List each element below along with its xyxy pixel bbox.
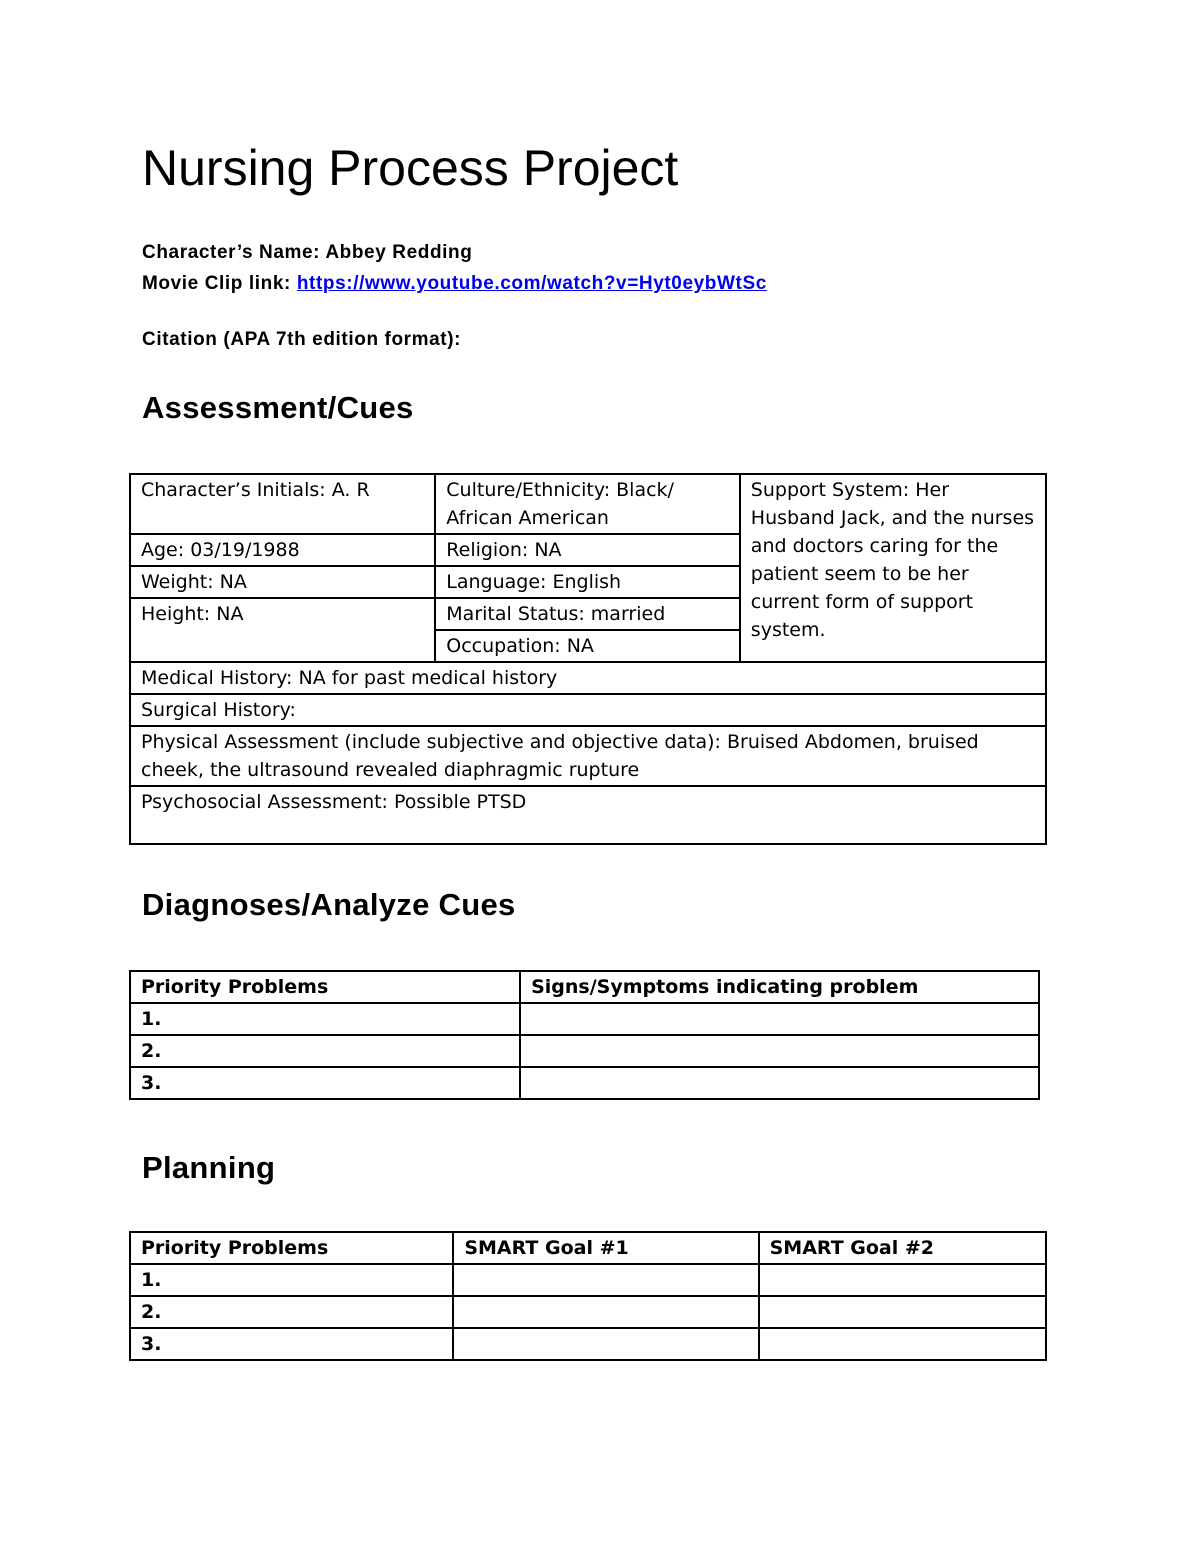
planning-header-goal-2: SMART Goal #2 (759, 1232, 1046, 1264)
character-name-line (142, 242, 472, 264)
initials-cell: Character’s Initials: A. R (130, 474, 435, 534)
language-cell: Language: English (435, 566, 740, 598)
table-cell (520, 1035, 1039, 1067)
surgical-history-cell: Surgical History: (130, 694, 1046, 726)
religion-cell: Religion: NA (435, 534, 740, 566)
culture-cell: Culture/Ethnicity: Black/ African American (435, 474, 740, 534)
character-name-label: Character’s Name: (142, 242, 321, 263)
movie-clip-link[interactable]: https://www.youtube.com/watch?v=Hyt0eybWtSc (296, 273, 767, 294)
psychosocial-assessment-cell: Psychosocial Assessment: Possible PTSD (130, 786, 1046, 844)
marital-status-cell: Marital Status: married (435, 598, 740, 630)
diagnoses-heading: Diagnoses/Analyze Cues (142, 887, 516, 922)
table-row: 2. (130, 1296, 453, 1328)
occupation-cell: Occupation: NA (435, 630, 740, 662)
assessment-table (129, 473, 1047, 845)
age-cell: Age: 03/19/1988 (130, 534, 435, 566)
diagnoses-header-priority: Priority Problems (130, 971, 520, 1003)
table-cell (759, 1264, 1046, 1296)
physical-assessment-cell: Physical Assessment (include subjective and objective data): Bruised Abdomen, bruised cheek, the ultrasound revealed diaphragmic rupture (130, 726, 1046, 786)
height-cell: Height: NA (130, 598, 435, 662)
planning-header-goal-1: SMART Goal #1 (453, 1232, 758, 1264)
table-cell (520, 1067, 1039, 1099)
table-row: 1. (130, 1003, 520, 1035)
diagnoses-table (129, 970, 1040, 1100)
support-system-cell: Support System: Her Husband Jack, and the nurses and doctors caring for the patient seem to be her current form of support system. (740, 474, 1046, 662)
assessment-heading: Assessment/Cues (142, 390, 414, 425)
table-cell (759, 1296, 1046, 1328)
table-cell (453, 1264, 758, 1296)
weight-cell: Weight: NA (130, 566, 435, 598)
table-row: 1. (130, 1264, 453, 1296)
table-cell (520, 1003, 1039, 1035)
citation-label: Citation (APA 7th edition format): (142, 329, 462, 350)
table-row: 3. (130, 1067, 520, 1099)
table-row: 3. (130, 1328, 453, 1360)
medical-history-cell: Medical History: NA for past medical history (130, 662, 1046, 694)
page-title: Nursing Process Project (142, 140, 679, 196)
table-cell (453, 1296, 758, 1328)
planning-header-priority: Priority Problems (130, 1232, 453, 1264)
character-name-value: Abbey Redding (325, 242, 473, 263)
planning-heading: Planning (142, 1150, 276, 1185)
planning-table (129, 1231, 1047, 1361)
table-cell (453, 1328, 758, 1360)
movie-clip-line (142, 273, 767, 295)
table-cell (759, 1328, 1046, 1360)
movie-clip-label: Movie Clip link: (142, 273, 291, 294)
table-row: 2. (130, 1035, 520, 1067)
diagnoses-header-signs: Signs/Symptoms indicating problem (520, 971, 1039, 1003)
